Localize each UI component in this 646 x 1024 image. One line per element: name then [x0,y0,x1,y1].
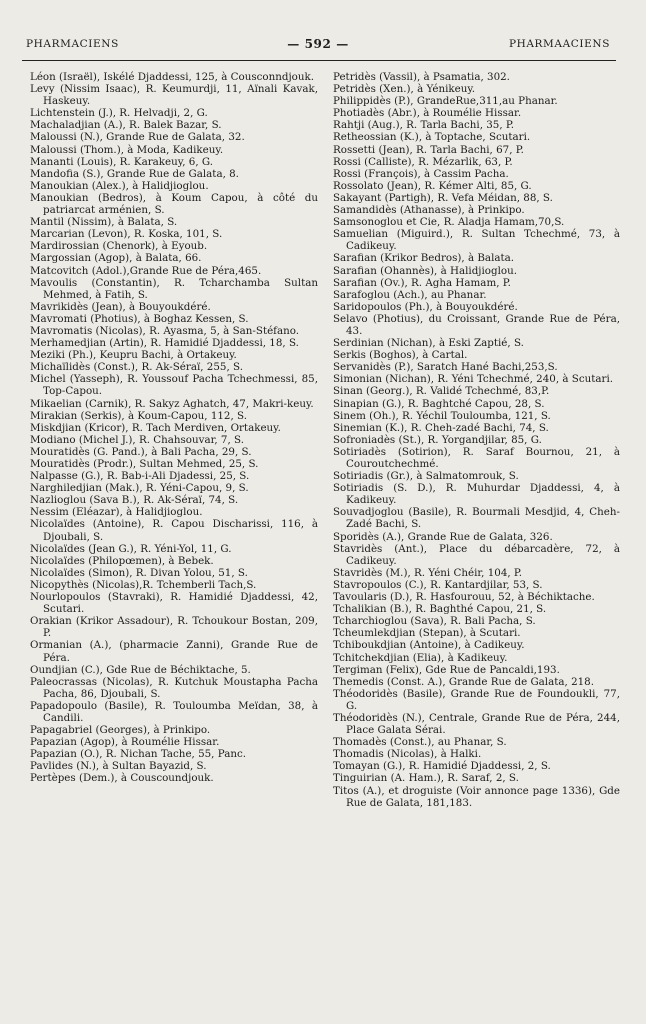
directory-entry: Sinem (Oh.), R. Yéchil Touloumba, 121, S. [333,409,551,422]
directory-entry: Lichtenstein (J.), R. Helvadji, 2, G. [30,107,208,120]
directory-entry: Mananti (Louis), R. Karakeuy, 6, G. [30,155,213,168]
directory-entry: Mavromatis (Nicolas), R. Ayasma, 5, à San-Stéfano. [30,324,300,337]
directory-entry: Orakian (Krikor Assadour), R. Tchoukour Bostan, 209, P. [30,615,318,640]
directory-entry: Nicolaïdes (Jean G.), R. Yéni-Yol, 11, G. [30,542,232,555]
directory-entry: Tchalikian (B.), R. Baghthé Capou, 21, S. [333,603,547,616]
directory-entry: Matcovitch (Adol.),Grande Rue de Péra,465. [30,264,262,277]
directory-entry: Sotiriadis (Gr.), à Salmatomrouk, S. [333,470,519,483]
directory-entry: Meziki (Ph.), Keupru Bachi, à Ortakeuy. [30,349,237,362]
directory-entry: Rossi (Calliste), R. Mézarlik, 63, P. [333,155,513,168]
directory-entry: Souvadjoglou (Basile), R. Bourmali Mesdjid, 4, Cheh-Zadé Bachi, S. [333,506,620,531]
directory-entry: Marcarian (Levon), R. Koska, 101, S. [30,228,223,241]
directory-entry: Stavropoulos (C.), R. Kantardjilar, 53, S. [333,578,543,591]
directory-entry: Tcheumlekdjian (Stepan), à Scutari. [333,627,521,640]
directory-entry: Serdinian (Nichan), à Eski Zaptié, S. [333,337,524,350]
directory-entry: Rossetti (Jean), R. Tarla Bachi, 67, P. [333,143,524,156]
directory-entry: Michel (Yasseph), R. Youssouf Pacha Tchechmessi, 85, Top-Capou. [30,373,318,398]
directory-entry: Maloussi (N.), Grande Rue de Galata, 32. [30,131,245,144]
directory-entry: Sotiriadis (S. D.), R. Muhurdar Djaddessi, 4, à Kadikeuy. [333,482,620,507]
directory-entry: Modiano (Michel J.), R. Chahsouvar, 7, S. [30,433,244,446]
directory-entry: Samandidès (Athanasse), à Prinkipo. [333,204,525,217]
left-column [30,71,318,785]
directory-entry: Themedis (Const. A.), Grande Rue de Galata, 218. [333,675,594,688]
directory-entry: Manoukian (Alex.), à Halidjioglou. [30,179,209,192]
directory-entry: Maloussi (Thom.), à Moda, Kadikeuy. [30,143,224,156]
directory-entry: Oundjian (C.), Gde Rue de Béchiktache, 5. [30,663,251,676]
directory-entry: Narghiledjian (Mak.), R. Yéni-Capou, 9, S. [30,482,249,495]
directory-entry: Petridès (Xen.), à Yénikeuy. [333,83,476,96]
directory-entry: Thomadis (Nicolas), à Halki. [333,748,482,761]
directory-entry: Mandofia (S.), Grande Rue de Galata, 8. [30,167,239,180]
directory-entry: Pertèpes (Dem.), à Couscoundjouk. [30,772,214,785]
directory-entry: Sarafoglou (Ach.), au Phanar. [333,288,487,301]
directory-entry: Rahtji (Aug.), R. Tarla Bachi, 35, P. [333,119,515,132]
directory-entry: Papagabriel (Georges), à Prinkipo. [30,724,211,737]
directory-entry: Tavoularis (D.), R. Hasfourouu, 52, à Béchiktache. [333,591,595,604]
directory-entry: Théodoridès (N.), Centrale, Grande Rue de Péra, 244, Place Galata Sérai. [333,711,620,737]
directory-entry: Léon (Israël), Iskélé Djaddessi, 125, à Cousconndjouk. [30,71,314,83]
directory-entry: Sinemian (K.), R. Cheh-zadé Bachi, 74, S. [333,421,549,434]
directory-entry: Nalpasse (G.), R. Bab-i-Ali Djadessi, 25, S. [30,470,250,483]
directory-entry: Margossian (Agop), à Balata, 66. [30,252,202,265]
directory-entry: Papazian (Agop), à Roumélie Hissar. [30,736,220,749]
directory-entry: Selavo (Photius), du Croissant, Grande Rue de Péra, 43. [333,312,620,337]
directory-entry: Philippidès (P.), GrandeRue,311,au Phanar. [333,95,558,108]
directory-entry: Merhamedjian (Artin), R. Hamidié Djaddessi, 18, S. [30,337,299,350]
directory-entry: Nicolaïdes (Simon), R. Divan Yolou, 51, S. [30,566,248,579]
directory-entry: Tchiboukdjian (Antoine), à Cadikeuy. [333,639,525,652]
directory-entry: Stavridès (M.), R. Yéni Chéir, 104, P. [333,566,523,579]
directory-entry: Thomadès (Const.), au Phanar, S. [333,736,507,749]
directory-entry: Sakayant (Partigh), R. Vefa Méidan, 88, S. [333,191,553,204]
right-column [333,71,620,809]
directory-entry: Sotiriadès (Sotirion), R. Saraf Bournou, 21, à Couroutchechmé. [333,445,620,470]
directory-entry: Mirakian (Serkis), à Koum-Capou, 112, S. [30,409,247,422]
header-left-title: PHARMACIENS [26,38,119,50]
header-right-title: PHARMAACIENS [508,38,610,50]
directory-entry: Nazlioglou (Sava B.), R. Ak-Séraï, 74, S. [30,494,239,507]
directory-entry: Mavoulis (Constantin), R. Tcharchamba Sultan Mehmed, à Fatih, S. [30,276,318,301]
directory-entry: Papadopoulo (Basile), R. Touloumba Meïdan, 38, à Candili. [30,699,318,724]
header-rule [22,60,616,61]
directory-entry: Sinan (Georg.), R. Validé Tchechmé, 83,P. [333,385,550,398]
directory-entry: Papazian (O.), R. Nichan Tache, 55, Panc. [30,748,247,761]
directory-entry: Petridès (Vassil), à Psamatia, 302. [333,71,510,83]
directory-entry: Ormanian (A.), (pharmacie Zanni), Grande Rue de Péra. [30,639,318,664]
directory-entry: Retheossian (K.), à Toptache, Scutari. [333,131,531,144]
page-number: — 592 — [287,37,349,51]
directory-entry: Tinguirian (A. Ham.), R. Saraf, 2, S. [333,772,519,785]
directory-entry: Mikaelian (Carnik), R. Sakyz Aghatch, 47, Makri-keuy. [30,397,314,410]
directory-entry: Servanidès (P.), Saratch Hané Bachi,253,S. [333,361,558,374]
directory-entry: Simonian (Nichan), R. Yéni Tchechmé, 240, à Scutari. [333,373,614,386]
directory-entry: Sarafian (Krikor Bedros), à Balata. [333,252,515,265]
directory-entry: Miskdjian (Kricor), R. Tach Merdiven, Ortakeuy. [30,421,281,434]
directory-entry: Rossi (François), à Cassim Pacha. [333,167,509,180]
directory-entry: Mouratidès (Prodr.), Sultan Mehmed, 25, S. [30,458,259,470]
directory-entry: Mavromati (Photius), à Boghaz Kessen, S. [30,312,249,325]
directory-entry: Mantil (Nissim), à Balata, S. [30,216,178,229]
directory-entry: Stavridès (Ant.), Place du débarcadère, 72, à Cadikeuy. [333,542,620,567]
directory-entry: Tchitchekdjian (Elia), à Kadikeuy. [333,651,508,664]
directory-entry: Sarafian (Ohannès), à Halidjioglou. [333,264,517,277]
directory-entry: Mouratidès (G. Pand.), à Bali Pacha, 29, S. [30,445,252,458]
directory-entry: Nessim (Eléazar), à Halidjioglou. [30,506,203,519]
directory-entry: Sarafian (Ov.), R. Agha Hamam, P. [333,276,511,289]
directory-entry: Sporidès (A.), Grande Rue de Galata, 326. [333,530,553,543]
directory-entry: Titos (A.), et droguiste (Voir annonce page 1336), Gde Rue de Galata, 181,183. [333,784,620,809]
directory-entry: Nicolaïdes (Philopœmen), à Bebek. [30,554,214,567]
directory-entry: Nicopythès (Nicolas),R. Tchemberli Tach,S. [30,578,257,591]
directory-entry: Paleocrassas (Nicolas), R. Kutchuk Moustapha Pacha Pacha, 86, Djoubali, S. [30,675,318,700]
directory-entry: Pavlides (N.), à Sultan Bayazid, S. [30,760,207,773]
directory-entry: Tcharchioglou (Sava), R. Bali Pacha, S. [333,615,536,628]
directory-entry: Tomayan (G.), R. Hamidié Djaddessi, 2, S. [333,760,551,773]
directory-entry: Machaladjian (A.), R. Balek Bazar, S. [30,119,222,132]
directory-entry: Rossolato (Jean), R. Kémer Alti, 85, G. [333,179,532,192]
directory-entry: Sofroniadès (St.), R. Yorgandjilar, 85, G. [333,433,542,446]
directory-entry: Manoukian (Bedros), à Koum Capou, à côté du patriarcat arménien, S. [30,191,318,217]
directory-entry: Mardirossian (Chenork), à Eyoub. [30,240,208,253]
directory-entry: Michaïlidès (Const.), R. Ak-Séraï, 255, S. [30,361,243,374]
directory-entry: Théodoridès (Basile), Grande Rue de Foundoukli, 77, G. [333,687,620,712]
directory-entry: Samsonoglou et Cie, R. Aladja Hamam,70,S. [333,216,565,229]
directory-entry: Serkis (Boghos), à Cartal. [333,349,468,362]
directory-entry: Nicolaïdes (Antoine), R. Capou Discharissi, 116, à Djoubali, S. [30,518,318,543]
page-header [26,38,610,54]
directory-entry: Nourlopoulos (Stavraki), R. Hamidié Djaddessi, 42, Scutari. [30,591,318,616]
directory-entry: Samuelian (Miguird.), R. Sultan Tchechmé, 73, à Cadikeuy. [333,228,620,253]
directory-entry: Tergiman (Felix), Gde Rue de Pancaldi,193. [333,663,560,676]
directory-entry: Levy (Nissim Isaac), R. Keumurdji, 11, Aïnali Kavak, Haskeuy. [30,83,318,108]
directory-entry: Saridopoulos (Ph.), à Bouyoukdéré. [333,300,518,313]
directory-entry: Photiadès (Abr.), à Roumélie Hissar. [333,107,522,120]
directory-entry: Sinapian (G.), R. Baghtché Capou, 28, S. [333,397,545,410]
directory-entry: Mavrikidès (Jean), à Bouyoukdéré. [30,300,211,313]
